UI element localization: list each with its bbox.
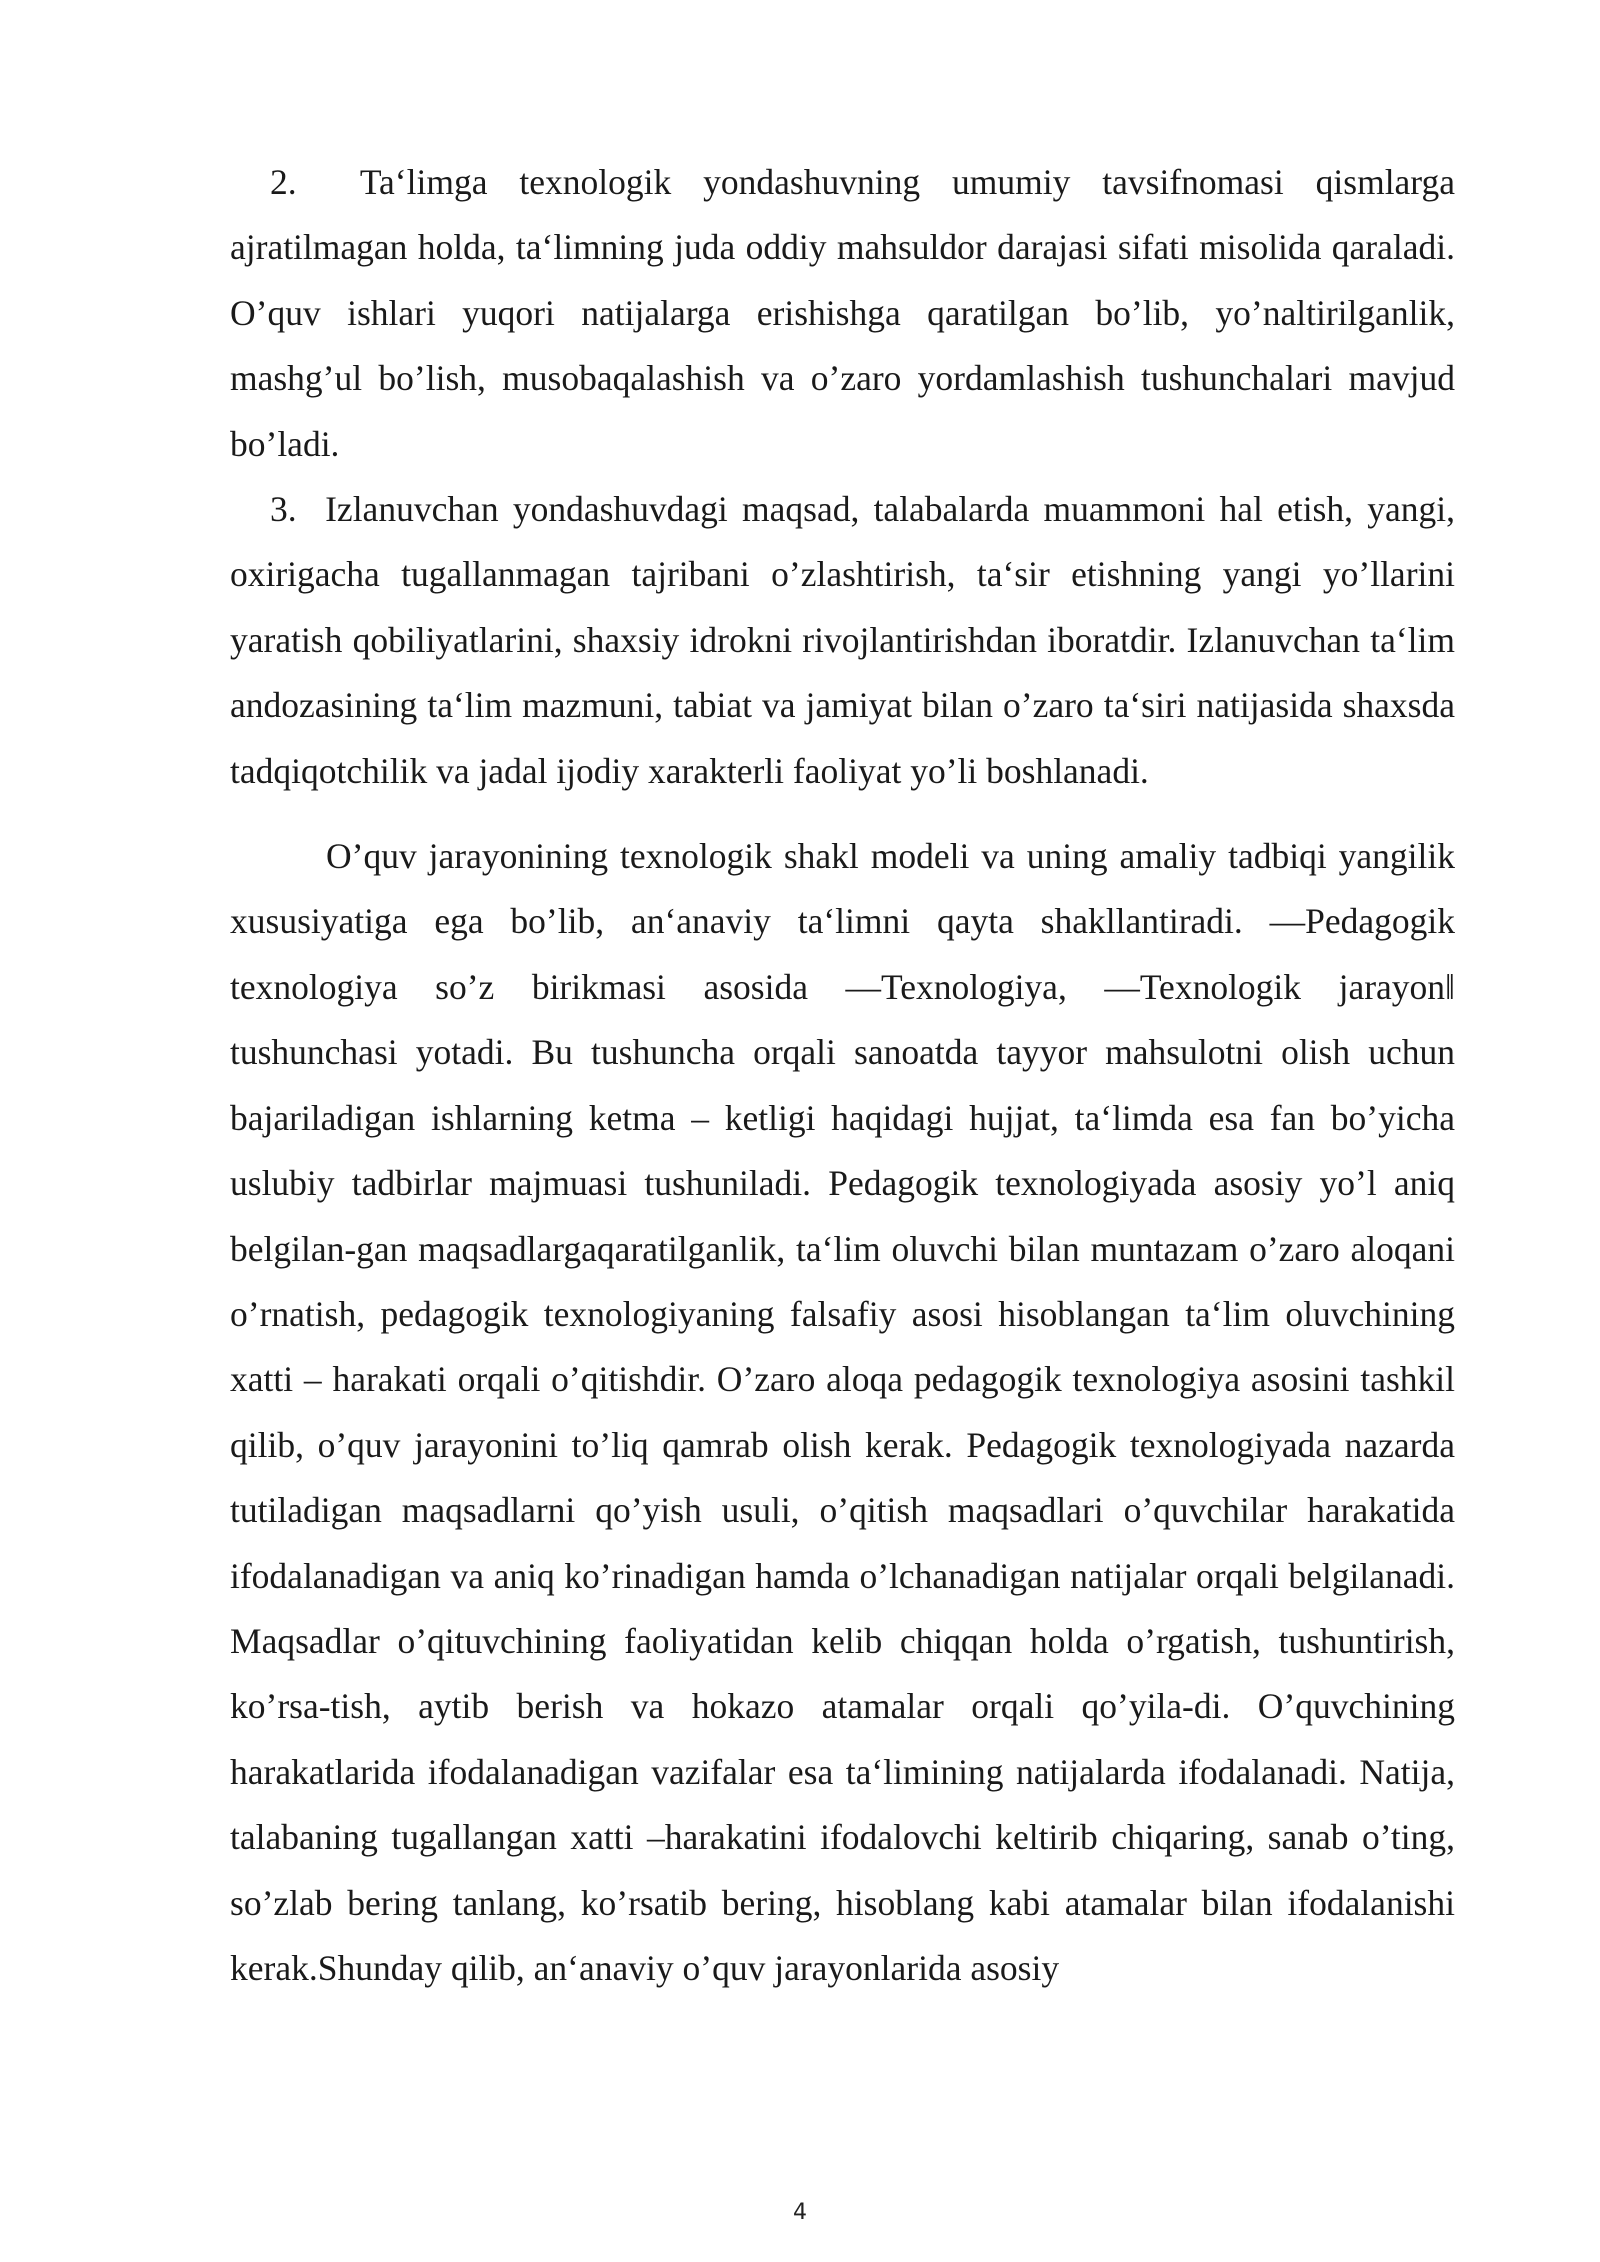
numbered-paragraph-2: 2. Ta‘limga texnologik yondashuvning umumiy tavsifnomasi qismlarga ajratilmagan holda, ta‘limning juda oddiy mahsuldor darajasi sifati misolida qaraladi. O’quv ishlari yuqori natijalarga erishishga qaratilgan bo’lib, yo’naltirilganlik, mashg’ul bo’lish, musobaqalashish va o’zaro yordamlashish tushunchalari mavjud bo’ladi. (230, 162, 1455, 464)
body-paragraph: O’quv jarayonining texnologik shakl modeli va uning amaliy tadbiqi yangilik xususiyatiga ega bo’lib, an‘anaviy ta‘limni qayta shakllantiradi. —Pedagogik texnologiya so’z birikmasi asosida —Texnologiya, —Texnologik jarayon‖ tushunchasi yotadi. Bu tushuncha orqali sanoatda tayyor mahsulotni olish uchun bajariladigan ishlarning ketma – ketligi haqidagi hujjat, ta‘limda esa fan bo’yicha uslubiy tadbirlar majmuasi tushuniladi. Pedagogik texnologiyada asosiy yo’l aniq belgilan-gan maqsadlargaqaratilganlik, ta‘lim oluvchi bilan muntazam o’zaro aloqani o’rnatish, pedagogik texnologiyaning falsafiy asosi hisoblangan ta‘lim oluvchining xatti – harakati orqali o’qitishdir. O’zaro aloqa pedagogik texnologiya asosini tashkil qilib, o’quv jarayonini to’liq qamrab olish kerak. Pedagogik texnologiyada nazarda tutiladigan maqsadlarni qo’yish usuli, o’qitish maqsadlari o’quvchilar harakatida ifodalanadigan va aniq ko’rinadigan hamda o’lchanadigan natijalar orqali belgilanadi. Maqsadlar o’qituvchining faoliyatidan kelib chiqqan holda o’rgatish, tushuntirish, ko’rsa-tish, aytib berish va hokazo atamalar orqali qo’yila-di. O’quvchining harakatlarida ifodalanadigan vazifalar esa ta‘limining natijalarda ifodalanadi. Natija, talabaning tugallangan xatti –harakatini ifodalovchi keltirib chiqaring, sanab o’ting, so’zlab bering tanlang, ko’rsatib bering, hisoblang kabi atamalar bilan ifodalanishi kerak.Shunday qilib, an‘anaviy o’quv jarayonlarida asosiy (230, 836, 1455, 1988)
document-page (230, 150, 1455, 2001)
page-number: 4 (793, 2200, 807, 2225)
numbered-paragraph-3: 3. Izlanuvchan yondashuvdagi maqsad, talabalarda muammoni hal etish, yangi, oxirigacha tugallanmagan tajribani o’zlashtirish, ta‘sir etishning yangi yo’llarini yaratish qobiliyatlarini, shaxsiy idrokni rivojlantirishdan iboratdir. Izlanuvchan ta‘lim andozasining ta‘lim mazmuni, tabiat va jamiyat bilan o’zaro ta‘siri natijasida shaxsda tadqiqotchilik va jadal ijodiy xarakterli faoliyat yo’li boshlanadi. (230, 489, 1455, 791)
